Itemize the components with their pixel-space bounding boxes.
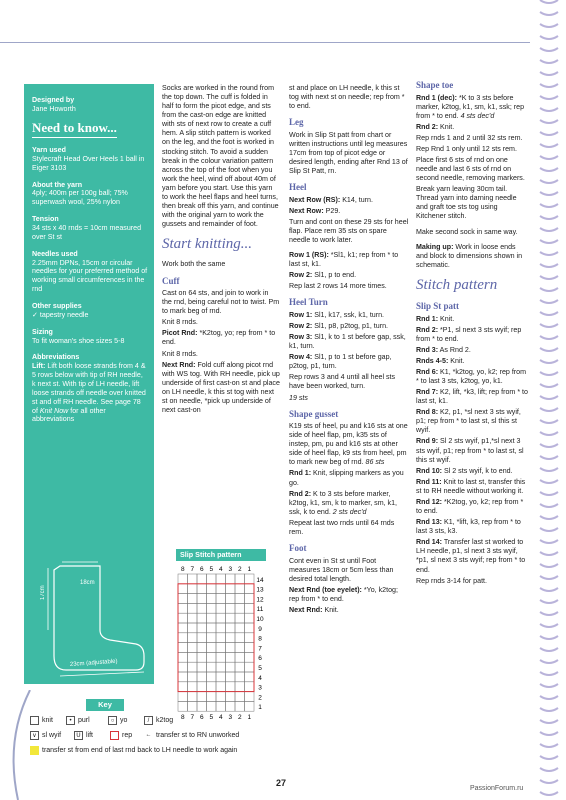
- other-supplies-label: Other supplies: [32, 302, 82, 310]
- intro-text: Socks are worked in the round from the top down. The cuff is folded in half to form the picot edge, and sts from the cast-on edge are knitted with sts of next row to create a cuff hem. A slip stitch pattern is worked on the leg, and the foot is worked in stocking stitch. To avoid a sudden break in the colour variation pattern across the top of the foot when you work the heel, wind off about 40m of yarn before you start. Use this yarn to work the heel flaps and heel turns, then break off this yarn, and continue with the original yarn to work the gussets and remainder of foot.: [162, 84, 279, 229]
- chart-cell: [216, 613, 226, 623]
- chart-col-label: 8: [180, 566, 185, 573]
- chart-cell: [188, 692, 198, 702]
- chart-cell: [235, 613, 245, 623]
- chart-cell: [235, 701, 245, 711]
- chart-cell: [197, 623, 207, 633]
- cuff-knit-8: Knit 8 rnds.: [162, 318, 198, 327]
- turn-row-2: Row 2: Sl1, p8, p2tog, p1, turn.: [289, 321, 388, 330]
- knit-stitch-border: [532, 0, 566, 800]
- patt-rnd-12: Rnd 12: *K2tog, yo, k2; rep from * to end.: [416, 497, 524, 516]
- chart-cell: [197, 594, 207, 604]
- patt-repeat: Rep rnds 3-14 for patt.: [416, 576, 487, 585]
- work-both-text: Work both the same: [162, 260, 226, 269]
- sock-schematic: [40, 560, 150, 678]
- about-yarn: 4ply; 400m per 100g ball; 75% superwash wool, 25% nylon: [32, 189, 128, 207]
- chart-cell: [216, 672, 226, 682]
- chart-cell: [178, 682, 188, 692]
- chart-cell: [188, 672, 198, 682]
- chart-cell: [207, 633, 217, 643]
- chart-cell: [197, 574, 207, 584]
- purl-symbol: •: [66, 716, 75, 725]
- chart-col-label: 6: [199, 714, 204, 722]
- chart-cell: [245, 672, 255, 682]
- yarn-used-label: Yarn used: [32, 145, 66, 154]
- gusset-repeat: Repeat last two rnds until 64 rnds rem.: [289, 518, 395, 536]
- chart-cell: [245, 623, 255, 633]
- chart-cell: [188, 643, 198, 653]
- chart-cell: [197, 584, 207, 594]
- chart-cell: [235, 652, 245, 662]
- chart-cell: [188, 682, 198, 692]
- chart-cell: [178, 701, 188, 711]
- chart-row-label: 11: [256, 606, 264, 614]
- chart-cell: [207, 692, 217, 702]
- k2tog-symbol: /: [144, 716, 153, 725]
- toe-rnd-2: Rnd 2: Knit.: [416, 122, 455, 131]
- turn-row-3: Row 3: Sl1, k to 1 st before gap, ssk, k1, turn.: [289, 333, 406, 351]
- cuff-cast-on: Cast on 64 sts, and join to work in the rnd, being careful not to twist. Pm to mark beg of rnd.: [162, 289, 280, 316]
- chart-cell: [188, 662, 198, 672]
- chart-cell: [245, 662, 255, 672]
- chart-cell: [207, 662, 217, 672]
- sl-wyif-symbol: ∨: [30, 731, 39, 740]
- chart-cell: [226, 682, 236, 692]
- chart-cell: [226, 643, 236, 653]
- chart-cell: [207, 623, 217, 633]
- turn-count: 19 sts: [289, 393, 308, 402]
- chart-row-label: 5: [258, 665, 262, 672]
- chart-cell: [245, 574, 255, 584]
- chart-cell: [226, 701, 236, 711]
- sizing: To fit woman's shoe sizes 5-8: [32, 336, 125, 345]
- chart-cell: [178, 603, 188, 613]
- key-yo: ○ yo: [108, 716, 127, 725]
- heel-flap-repeat: Rep last 2 rows 14 more times.: [289, 282, 387, 291]
- toe-eyelet-rnd: Next Rnd (toe eyelet): *Yo, k2tog; rep from * to end.: [289, 585, 398, 603]
- chart-cell: [226, 692, 236, 702]
- chart-cell: [188, 584, 198, 594]
- chart-cell: [216, 633, 226, 643]
- chart-row-label: 3: [258, 684, 262, 692]
- patt-rnd-1: Rnd 1: Knit.: [416, 314, 455, 323]
- designed-by-label: Designed by: [32, 96, 75, 104]
- slip-st-patt-heading: Slip St patt: [416, 301, 460, 312]
- chart-cell: [226, 584, 236, 594]
- abbreviations-text: Lift: Lift both loose strands from 4 & 5 rows below with tip of RH needle, k next st. With tip of LH needle, lift loose strands off needle over knitted st and off RH needle. See page 78 of Knit Now for all other abbreviations: [32, 362, 146, 424]
- chart-col-label: 7: [190, 714, 195, 722]
- chart-cell: [207, 643, 217, 653]
- chart-cell: [245, 594, 255, 604]
- chart-cell: [216, 623, 226, 633]
- heel-heading: Heel: [289, 182, 307, 193]
- chart-col-label: 1: [247, 566, 252, 573]
- patt-rnd-8: Rnd 8: K2, p1, *sl next 3 sts wyif, p1; rep from * to last st, sl this st wyif.: [416, 408, 521, 435]
- chart-cell: [226, 603, 236, 613]
- chart-cell: [197, 701, 207, 711]
- chart-cell: [216, 594, 226, 604]
- leg-heading: Leg: [289, 117, 304, 128]
- chart-cell: [178, 584, 188, 594]
- chart-cell: [216, 692, 226, 702]
- chart-cell: [216, 662, 226, 672]
- chart-cell: [188, 613, 198, 623]
- chart-row-label: 6: [258, 655, 262, 663]
- chart-cell: [235, 682, 245, 692]
- chart-cell: [197, 672, 207, 682]
- chart-cell: [245, 692, 255, 702]
- chart-cell: [245, 613, 255, 623]
- chart-cell: [245, 682, 255, 692]
- chart-cell: [226, 662, 236, 672]
- chart-cell: [235, 603, 245, 613]
- chart-cell: [207, 584, 217, 594]
- sock-ankle-label: 18cm: [80, 580, 95, 586]
- chart-cell: [216, 652, 226, 662]
- key-rep: rep: [110, 731, 132, 740]
- arrow-left-icon: ←: [145, 732, 152, 738]
- needles-label: Needles used: [32, 249, 78, 258]
- sizing-label: Sizing: [32, 327, 53, 336]
- chart-cell: [226, 672, 236, 682]
- chart-title: Slip Stitch pattern: [176, 549, 266, 561]
- chart-cell: [245, 643, 255, 653]
- chart-col-label: 6: [199, 566, 204, 573]
- chart-col-label: 5: [209, 714, 214, 722]
- chart-row-label: 7: [258, 645, 262, 653]
- heel-row-2: Next Row: P29.: [289, 206, 341, 215]
- chart-cell: [188, 633, 198, 643]
- chart-cell: [197, 603, 207, 613]
- chart-cell: [235, 672, 245, 682]
- page-number: 27: [276, 778, 287, 788]
- needles: 2.25mm DPNs, 15cm or circular needles for your preferred method of working small circumferences in the rnd: [32, 258, 148, 294]
- chart-row-label: 14: [256, 576, 264, 584]
- patt-rnd-3: Rnd 3: As Rnd 2.: [416, 345, 471, 354]
- designer-name: Jane Howorth: [32, 104, 76, 113]
- heel-text: Turn and cont on these 29 sts for heel flap. Place rem 35 sts on spare needle to work later.: [289, 217, 409, 244]
- chart-row-label: 13: [256, 586, 264, 594]
- chart-cell: [178, 623, 188, 633]
- chart-cell: [197, 652, 207, 662]
- tension: 34 sts x 40 rnds = 10cm measured over St st: [32, 223, 142, 241]
- chart-cell: [216, 603, 226, 613]
- turn-row-4: Row 4: Sl1, p to 1 st before gap, p2tog, p1, turn.: [289, 353, 392, 371]
- chart-cell: [178, 652, 188, 662]
- shape-toe-heading: Shape toe: [416, 80, 454, 90]
- chart-cell: [226, 652, 236, 662]
- about-yarn-label: About the yarn: [32, 180, 83, 189]
- chart-row-label: 10: [256, 616, 264, 623]
- chart-cell: [207, 603, 217, 613]
- chart-cell: [235, 584, 245, 594]
- second-sock: Make second sock in same way.: [416, 227, 518, 236]
- chart-cell: [178, 613, 188, 623]
- chart-cell: [245, 633, 255, 643]
- heel-turn-heading: Heel Turn: [289, 297, 328, 308]
- chart-cell: [197, 662, 207, 672]
- sock-length-label: 17cm: [40, 585, 46, 600]
- next-rnd-fold: Next Rnd: Fold cuff along picot rnd with WS tog. With RH needle, pick up underside of first cast-on st and place on LH needle, k this st tog with next st on needle, *pick up underside of next cast-on: [162, 360, 280, 414]
- turn-row-1: Row 1: Sl1, k17, ssk, k1, turn.: [289, 310, 385, 319]
- key-transfer-rn: ← transfer st to RN unworked: [145, 732, 240, 739]
- chart-cell: [235, 623, 245, 633]
- sock-foot-label: 23cm (adjustable): [69, 658, 118, 668]
- gusset-rnd-2: Rnd 2: K to 3 sts before marker, k2tog, k1, sm, k to marker, sm, k1, ssk, k to end. 2 sts dec'd: [289, 489, 398, 516]
- chart-row-label: 2: [258, 694, 262, 702]
- chart-cell: [207, 682, 217, 692]
- chart-cell: [197, 682, 207, 692]
- leg-text: Work in Slip St patt from chart or written instructions until leg measures 17cm from top of picot edge or desired length, ending after Rnd 13 of Slip St Patt, rn.: [289, 130, 408, 176]
- gusset-heading: Shape gusset: [289, 408, 339, 419]
- chart-col-label: 3: [228, 566, 233, 573]
- chart-cell: [245, 603, 255, 613]
- patt-rnd-9: Rnd 9: Sl 2 sts wyif, p1,*sl next 3 sts wyif, p1; rep from * to last st, sl this st wyif.: [416, 437, 524, 464]
- toe-place: Place first 6 sts of rnd on one needle and last 6 sts of rnd on second needle, removing markers.: [416, 155, 525, 183]
- chart-cell: [188, 652, 198, 662]
- heel-flap-row-1: Row 1 (RS): *Sl1, k1; rep from * to last st, k1.: [289, 251, 399, 269]
- watermark: PassionForum.ru: [470, 785, 524, 792]
- gusset-text: K19 sts of heel, pu and k16 sts at one side of heel flap, pm, k35 sts of instep, pm, pu and k16 sts at other side of heel flap, k9 sts from heel, pm to mark new beg of rnd. 86 sts: [289, 422, 408, 467]
- chart-col-label: 7: [190, 566, 195, 573]
- chart-cell: [235, 633, 245, 643]
- chart-cell: [226, 594, 236, 604]
- toe-break: Break yarn leaving 30cm tail. Thread yarn into darning needle and graft toe sts tog using Kitchener stitch.: [416, 185, 517, 221]
- chart-cell: [178, 662, 188, 672]
- stitch-pattern-heading: Stitch pattern: [416, 276, 498, 293]
- start-knitting-heading: Start knitting...: [162, 236, 252, 253]
- chart-cell: [207, 652, 217, 662]
- patt-rnd-7: Rnd 7: K2, lift, *k3, lift; rep from * to last st, k1.: [416, 388, 528, 406]
- patt-rnd-2: Rnd 2: *P1, sl next 3 sts wyif; rep from * to end.: [416, 325, 522, 343]
- other-supplies: ✓ tapestry needle: [32, 310, 89, 319]
- cuff-knit-8-again: Knit 8 rnds.: [162, 349, 198, 358]
- chart-cell: [178, 692, 188, 702]
- chart-row-label: 12: [256, 596, 264, 604]
- chart-cell: [235, 594, 245, 604]
- lift-symbol: ᑌ: [74, 731, 83, 740]
- toe-repeat-1: Rep Rnd 1 only until 12 sts rem.: [416, 144, 517, 153]
- key-transfer-last: transfer st from end of last rnd back to LH needle to work again: [30, 746, 237, 755]
- chart-cell: [197, 613, 207, 623]
- next-knit-rnd: Next Rnd: Knit.: [289, 605, 339, 614]
- foot-text: Cont even in St st until Foot measures 18cm or 5cm less than desired total length.: [289, 556, 394, 583]
- chart-cell: [207, 613, 217, 623]
- chart-cell: [226, 574, 236, 584]
- chart-cell: [235, 692, 245, 702]
- knit-symbol: [30, 716, 39, 725]
- chart-cell: [235, 643, 245, 653]
- column-2: [289, 84, 409, 617]
- chart-col-label: 4: [218, 566, 223, 573]
- chart-row-label: 8: [258, 635, 262, 643]
- need-to-know-heading: Need to know...: [32, 120, 117, 138]
- key-title: Key: [86, 699, 124, 711]
- chart-cell: [216, 682, 226, 692]
- transfer-last-symbol: [30, 746, 39, 755]
- chart-cell: [245, 584, 255, 594]
- column-3: [416, 80, 528, 588]
- chart-cell: [188, 574, 198, 584]
- patt-rnd-11: Rnd 11: Knit to last st, transfer this st to RH needle without working it.: [416, 477, 526, 495]
- patt-rnd-4-5: Rnds 4-5: Knit.: [416, 356, 465, 365]
- chart-cell: [197, 633, 207, 643]
- key-purl: • purl: [66, 716, 90, 725]
- foot-heading: Foot: [289, 543, 307, 554]
- key-sl-wyif: ∨ sl wyif: [30, 731, 61, 740]
- patt-rnd-6: Rnd 6: K1, *k2tog, yo, k2; rep from * to last 3 sts, k2tog, yo, k1.: [416, 367, 527, 386]
- chart-cell: [178, 633, 188, 643]
- chart-cell: [197, 692, 207, 702]
- chart-col-label: 5: [209, 566, 214, 573]
- chart-cell: [197, 643, 207, 653]
- chart-cell: [207, 594, 217, 604]
- chart-col-label: 8: [180, 714, 185, 722]
- chart-cell: [235, 574, 245, 584]
- chart-cell: [245, 701, 255, 711]
- chart-row-label: 1: [258, 704, 262, 712]
- toe-rnd-1: Rnd 1 (dec): *K to 3 sts before marker, k2tog, k1, sm, k1, ssk; rep from * to end. 4 sts dec'd: [416, 93, 525, 120]
- cuff-continuation: st and place on LH needle, k this st tog with next st on needle; rep from * to end.: [289, 84, 405, 111]
- chart-cell: [226, 623, 236, 633]
- column-1: [162, 84, 280, 417]
- chart-cell: [226, 633, 236, 643]
- key-lift: ᑌ lift: [74, 731, 93, 740]
- chart-cell: [178, 574, 188, 584]
- header-rule: [0, 42, 530, 43]
- yo-symbol: ○: [108, 716, 117, 725]
- chart-cell: [207, 574, 217, 584]
- chart-row-label: 9: [258, 625, 262, 633]
- gusset-rnd-1: Rnd 1: Knit, slipping markers as you go.: [289, 469, 404, 487]
- chart-cell: [216, 643, 226, 653]
- chart-cell: [235, 662, 245, 672]
- chart-cell: [178, 594, 188, 604]
- patt-rnd-13: Rnd 13: K1, *lift, k3, rep from * to last 3 sts, k3.: [416, 518, 521, 536]
- patt-rnd-10: Rnd 10: Sl 2 sts wyif, k to end.: [416, 466, 513, 475]
- chart-cell: [178, 643, 188, 653]
- chart-cell: [207, 701, 217, 711]
- tension-label: Tension: [32, 215, 59, 224]
- chart-cell: [216, 584, 226, 594]
- chart-col-label: 4: [218, 714, 223, 722]
- chart-cell: [226, 613, 236, 623]
- chart-col-label: 2: [237, 566, 242, 573]
- chart-cell: [216, 701, 226, 711]
- decorative-curve: [0, 690, 40, 800]
- chart-cell: [188, 594, 198, 604]
- abbreviations-label: Abbreviations: [32, 353, 80, 362]
- heel-row-1: Next Row (RS): K14, turn.: [289, 195, 373, 204]
- chart-col-label: 3: [228, 714, 233, 722]
- slip-stitch-chart: [174, 562, 274, 726]
- toe-repeat-12: Rep rnds 1 and 2 until 32 sts rem.: [416, 133, 523, 142]
- chart-cell: [245, 652, 255, 662]
- turn-repeat: Rep rows 3 and 4 until all heel sts have been worked, turn.: [289, 373, 396, 391]
- rep-symbol: [110, 731, 119, 740]
- making-up: Making up: Work in loose ends and block to dimensions shown in schematic.: [416, 242, 523, 269]
- chart-cell: [178, 672, 188, 682]
- heel-flap-row-2: Row 2: Sl1, p to end.: [289, 271, 357, 280]
- cuff-heading: Cuff: [162, 275, 180, 286]
- chart-col-label: 2: [237, 714, 242, 722]
- picot-rnd: Picot Rnd: *K2tog, yo; rep from * to end.: [162, 329, 276, 347]
- chart-cell: [188, 623, 198, 633]
- patt-rnd-14: Rnd 14: Transfer last st worked to LH needle, p1, sl next 3 sts wyif, *p1, sl next 3 sts wyif; rep from * to end.: [416, 538, 526, 574]
- yarn-used: Stylecraft Head Over Heels 1 ball in Eiger 3103: [32, 154, 145, 172]
- chart-cell: [188, 603, 198, 613]
- chart-cell: [216, 574, 226, 584]
- chart-col-label: 1: [247, 714, 252, 722]
- key-k2tog: / k2tog: [144, 716, 173, 725]
- chart-cell: [207, 672, 217, 682]
- key-knit: knit: [30, 716, 53, 725]
- chart-row-label: 4: [258, 674, 262, 682]
- chart-cell: [188, 701, 198, 711]
